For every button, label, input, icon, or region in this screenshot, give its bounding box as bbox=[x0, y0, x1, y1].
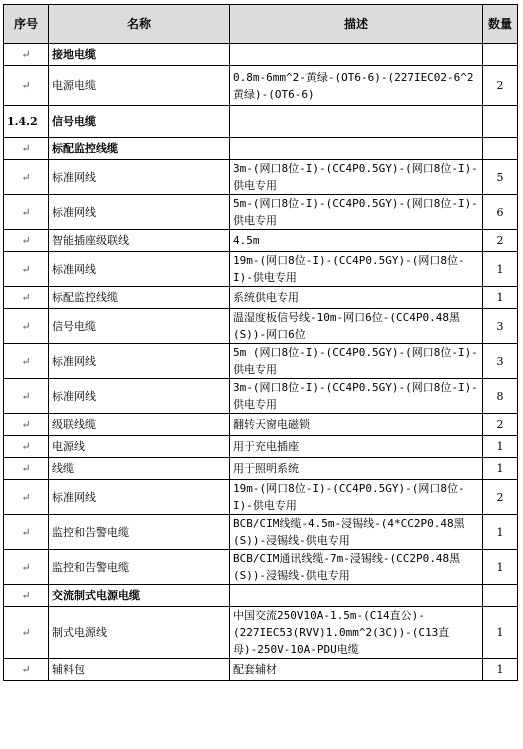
table-row bbox=[4, 287, 518, 309]
cell-desc: BCB/CIM线缆-4.5m-浸锡线-(4*CC2P0.48黑(S))-浸锡线-供电专用 bbox=[230, 515, 483, 550]
cell-no: ↵ bbox=[4, 195, 49, 230]
cell-name: 线缆 bbox=[49, 458, 230, 480]
cell-qty: 8 bbox=[483, 379, 518, 414]
cell-qty: 5 bbox=[483, 160, 518, 195]
table-row bbox=[4, 458, 518, 480]
table-row bbox=[4, 607, 518, 659]
cell-desc: 翻转天窗电磁锁 bbox=[230, 414, 483, 436]
cell-desc: 配套辅材 bbox=[230, 659, 483, 681]
cell-desc: 3m-(网口8位-I)-(CC4P0.5GY)-(网口8位-I)-供电专用 bbox=[230, 379, 483, 414]
cell-qty: 1 bbox=[483, 515, 518, 550]
cell-qty: 1 bbox=[483, 458, 518, 480]
cell-desc: 温湿度板信号线-10m-网口6位-(CC4P0.48黑(S))-网口6位 bbox=[230, 309, 483, 344]
cell-desc: 0.8m-6mm^2-黄绿-(OT6-6)-(227IEC02-6^2黄绿)-(OT6-6) bbox=[230, 66, 483, 106]
table-row bbox=[4, 436, 518, 458]
cell-desc: 5m (网口8位-I)-(CC4P0.5GY)-(网口8位-I)-供电专用 bbox=[230, 344, 483, 379]
header-no: 序号 bbox=[4, 5, 49, 44]
cell-no: ↵ bbox=[4, 230, 49, 252]
cell-desc: 19m-(网口8位-I)-(CC4P0.5GY)-(网口8位-I)-供电专用 bbox=[230, 480, 483, 515]
cell-qty: 3 bbox=[483, 344, 518, 379]
section-row bbox=[4, 106, 518, 138]
table-row bbox=[4, 480, 518, 515]
cell-name: 标配监控线缆 bbox=[49, 287, 230, 309]
cell-no: ↵ bbox=[4, 160, 49, 195]
cell-no: ↵ bbox=[4, 659, 49, 681]
cell-name: 标配监控线缆 bbox=[49, 138, 230, 160]
cell-no: ↵ bbox=[4, 436, 49, 458]
table-row bbox=[4, 659, 518, 681]
cell-desc bbox=[230, 138, 483, 160]
cell-name: 交流制式电源电缆 bbox=[49, 585, 230, 607]
cell-qty: 1 bbox=[483, 550, 518, 585]
cell-no: ↵ bbox=[4, 44, 49, 66]
cell-no: ↵ bbox=[4, 550, 49, 585]
table-row bbox=[4, 379, 518, 414]
cell-no: ↵ bbox=[4, 309, 49, 344]
cell-name: 制式电源线 bbox=[49, 607, 230, 659]
cell-no: ↵ bbox=[4, 515, 49, 550]
cell-no: ↵ bbox=[4, 585, 49, 607]
table-row bbox=[4, 550, 518, 585]
cell-no: ↵ bbox=[4, 66, 49, 106]
cell-qty bbox=[483, 138, 518, 160]
cell-qty: 1 bbox=[483, 607, 518, 659]
cell-desc bbox=[230, 44, 483, 66]
table-row bbox=[4, 160, 518, 195]
cell-desc bbox=[230, 585, 483, 607]
cell-name: 电源电缆 bbox=[49, 66, 230, 106]
cell-desc: 4.5m bbox=[230, 230, 483, 252]
cell-desc: 5m-(网口8位-I)-(CC4P0.5GY)-(网口8位-I)-供电专用 bbox=[230, 195, 483, 230]
cell-name: 辅料包 bbox=[49, 659, 230, 681]
cell-name: 标准网线 bbox=[49, 379, 230, 414]
cell-name: 级联线缆 bbox=[49, 414, 230, 436]
header-name: 名称 bbox=[49, 5, 230, 44]
cell-no: ↵ bbox=[4, 344, 49, 379]
cell-name: 标准网线 bbox=[49, 252, 230, 287]
table-row bbox=[4, 344, 518, 379]
cell-desc: 3m-(网口8位-I)-(CC4P0.5GY)-(网口8位-I)-供电专用 bbox=[230, 160, 483, 195]
cell-name: 标准网线 bbox=[49, 344, 230, 379]
cell-qty: 6 bbox=[483, 195, 518, 230]
cell-desc: 系统供电专用 bbox=[230, 287, 483, 309]
cell-name: 标准网线 bbox=[49, 195, 230, 230]
cell-desc: 用于照明系统 bbox=[230, 458, 483, 480]
cell-qty: 1 bbox=[483, 252, 518, 287]
section-row bbox=[4, 44, 518, 66]
cell-qty: 1 bbox=[483, 436, 518, 458]
cell-qty: 3 bbox=[483, 309, 518, 344]
cell-desc: 19m-(网口8位-I)-(CC4P0.5GY)-(网口8位-I)-供电专用 bbox=[230, 252, 483, 287]
cell-desc: 中国交流250V10A-1.5m-(C14直公)-(227IEC53(RVV)1.0mm^2(3C))-(C13直母)-250V-10A-PDU电缆 bbox=[230, 607, 483, 659]
cell-qty bbox=[483, 585, 518, 607]
cell-name: 智能插座级联线 bbox=[49, 230, 230, 252]
cell-qty bbox=[483, 44, 518, 66]
cell-no: ↵ bbox=[4, 480, 49, 515]
table-row bbox=[4, 414, 518, 436]
cell-qty bbox=[483, 106, 518, 138]
table-row bbox=[4, 515, 518, 550]
cell-no: ↵ bbox=[4, 252, 49, 287]
cell-desc: BCB/CIM通讯线缆-7m-浸锡线-(CC2P0.48黑(S))-浸锡线-供电专用 bbox=[230, 550, 483, 585]
cell-name: 标准网线 bbox=[49, 160, 230, 195]
header-desc: 描述 bbox=[230, 5, 483, 44]
cell-name: 监控和告警电缆 bbox=[49, 515, 230, 550]
cell-desc bbox=[230, 106, 483, 138]
cell-name: 信号电缆 bbox=[49, 106, 230, 138]
cell-no: 1.4.2 bbox=[4, 106, 49, 138]
cell-no: ↵ bbox=[4, 414, 49, 436]
cell-name: 标准网线 bbox=[49, 480, 230, 515]
cell-no: ↵ bbox=[4, 607, 49, 659]
table-row bbox=[4, 309, 518, 344]
cell-qty: 1 bbox=[483, 659, 518, 681]
table-row bbox=[4, 252, 518, 287]
table-row bbox=[4, 230, 518, 252]
cell-qty: 2 bbox=[483, 414, 518, 436]
cell-name: 接地电缆 bbox=[49, 44, 230, 66]
table-row bbox=[4, 195, 518, 230]
header-qty: 数量 bbox=[483, 5, 518, 44]
cell-no: ↵ bbox=[4, 379, 49, 414]
cable-list-table bbox=[3, 4, 518, 681]
cell-desc: 用于充电插座 bbox=[230, 436, 483, 458]
cell-qty: 2 bbox=[483, 66, 518, 106]
table-row bbox=[4, 66, 518, 106]
table-header-row bbox=[4, 5, 518, 44]
cell-qty: 2 bbox=[483, 230, 518, 252]
cell-no: ↵ bbox=[4, 458, 49, 480]
section-row bbox=[4, 585, 518, 607]
cell-name: 监控和告警电缆 bbox=[49, 550, 230, 585]
cell-no: ↵ bbox=[4, 287, 49, 309]
cell-name: 信号电缆 bbox=[49, 309, 230, 344]
cell-qty: 1 bbox=[483, 287, 518, 309]
cell-no: ↵ bbox=[4, 138, 49, 160]
cell-name: 电源线 bbox=[49, 436, 230, 458]
cell-qty: 2 bbox=[483, 480, 518, 515]
section-row bbox=[4, 138, 518, 160]
